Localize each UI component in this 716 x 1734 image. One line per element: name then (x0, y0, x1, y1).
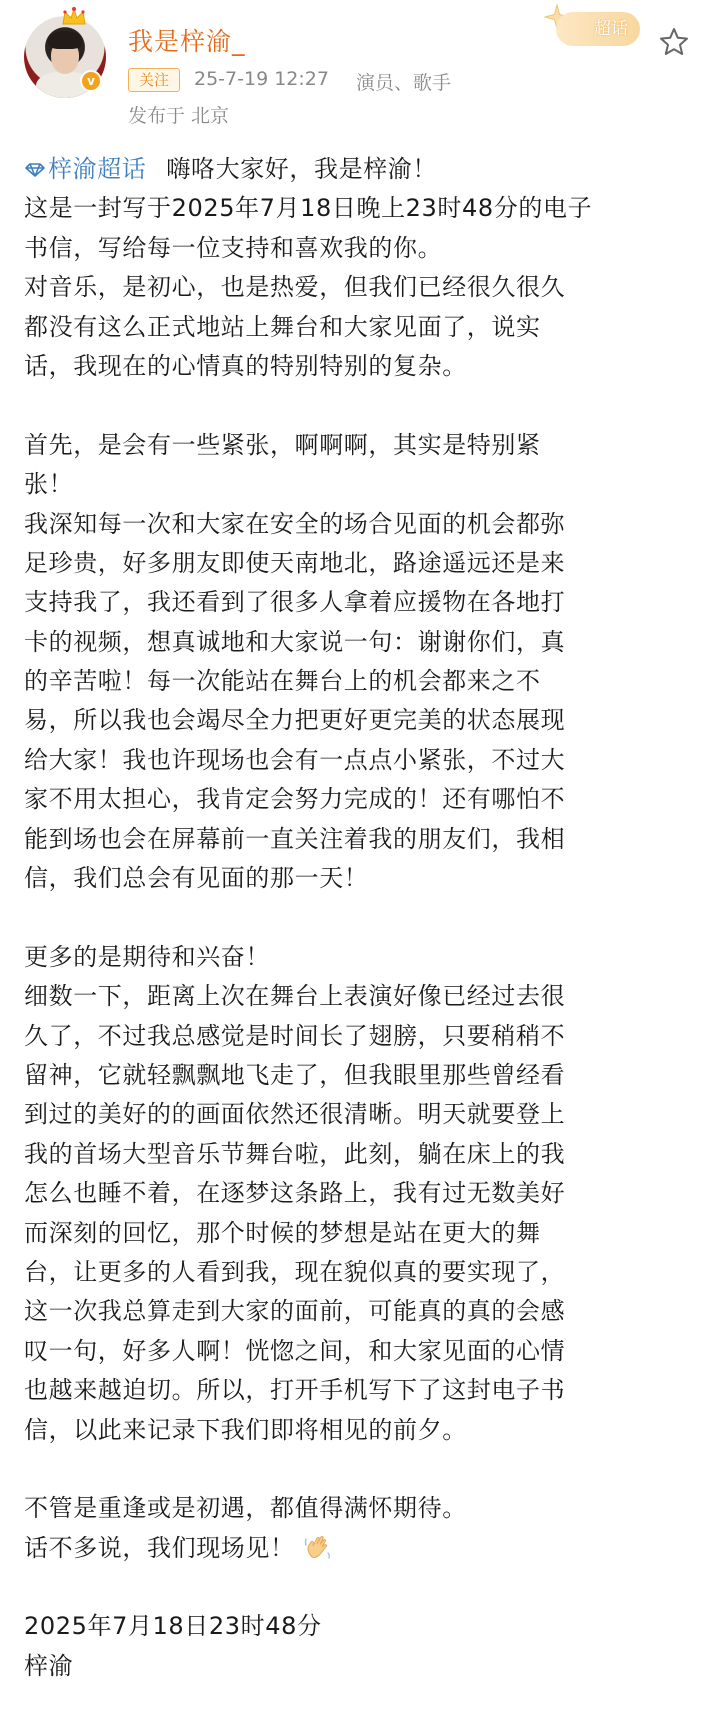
post-timestamp: 25-7-19 12:27 (194, 68, 329, 90)
post-line: 都没有这么正式地站上舞台和大家见面了，说实 (24, 312, 541, 341)
diamond-topic-icon (24, 162, 46, 178)
post-line-text: 嗨咯大家好，我是梓渝！ (166, 155, 438, 183)
avatar-hair (48, 31, 82, 49)
post-line: 给大家！我也许现场也会有一点点小紧张，不过大 (24, 745, 566, 774)
post-line: 留神，它就轻飘飘地飞走了，但我眼里那些曾经看 (24, 1060, 566, 1089)
paragraph-gap (24, 386, 704, 425)
post-line: 到过的美好的的画面依然还很清晰。明天就要登上 (24, 1100, 566, 1129)
post-line: 信，我们总会有见面的那一天！ (24, 864, 369, 893)
post-line: 的辛苦啦！每一次能站在舞台上的机会都来之不 (24, 667, 541, 696)
post-line-0 (24, 150, 704, 189)
post-line: 卡的视频，想真诚地和大家说一句：谢谢你们，真 (24, 627, 566, 656)
post-line: 家不用太担心，我肯定会努力完成的！还有哪怕不 (24, 785, 566, 814)
post-line: 也越来越迫切。所以，打开手机写下了这封电子书 (24, 1376, 566, 1405)
post-line: 足珍贵，好多朋友即使天南地北，路途遥远还是来 (24, 548, 566, 577)
post-line: 书信，写给每一位支持和喜欢我的你。 (24, 233, 443, 262)
post-location: 发布于 北京 (128, 105, 230, 127)
post-line: 细数一下，距离上次在舞台上表演好像已经过去很 (24, 982, 566, 1011)
verified-badge-icon: v (80, 70, 102, 92)
star-icon[interactable] (658, 26, 690, 58)
waving-hand-icon (303, 1532, 333, 1562)
paragraph-gap (24, 1568, 704, 1607)
post-line: 我深知每一次和大家在安全的场合见面的机会都弥 (24, 509, 566, 538)
follow-button[interactable]: 关注 (128, 68, 180, 92)
topic-link[interactable] (24, 155, 146, 183)
post-line: 话，我现在的心情真的特别特别的复杂。 (24, 351, 467, 380)
user-tags: 演员、歌手 (356, 72, 452, 94)
post-line: 更多的是期待和兴奋！ (24, 942, 270, 971)
post-line: 怎么也睡不着，在逐梦这条路上，我有过无数美好 (24, 1179, 566, 1208)
post-line: 能到场也会在屏幕前一直关注着我的朋友们，我相 (24, 824, 566, 853)
post-line: 而深刻的回忆，那个时候的梦想是站在更大的舞 (24, 1218, 541, 1247)
post-line: 张！ (24, 470, 74, 499)
post-signature-date: 2025年7月18日23时48分 (24, 1612, 322, 1641)
post-line: 不管是重逢或是初遇，都值得满怀期待。 (24, 1494, 467, 1523)
post-line: 信，以此来记录下我们即将相见的前夕。 (24, 1415, 467, 1444)
post-line: 久了，不过我总感觉是时间长了翅膀，只要稍稍不 (24, 1021, 566, 1050)
username[interactable]: 我是梓渝_ (128, 27, 246, 56)
post-line-text: 话不多说，我们现场见！ (24, 1533, 295, 1562)
post-body (24, 150, 704, 1686)
post-line: 叹一句，好多人啊！恍惚之间，和大家见面的心情 (24, 1336, 566, 1365)
post-line-with-emoji (24, 1529, 704, 1568)
post-line: 易，所以我也会竭尽全力把更好更完美的状态展现 (24, 706, 566, 735)
paragraph-gap (24, 1450, 704, 1489)
post-line: 台，让更多的人看到我，现在貌似真的要实现了， (24, 1257, 566, 1286)
post-line: 这是一封写于2025年7月18日晚上23时48分的电子 (24, 194, 593, 223)
post-line: 支持我了，我还看到了很多人拿着应援物在各地打 (24, 588, 566, 617)
post-signature-name: 梓渝 (24, 1651, 74, 1680)
supertopic-button[interactable]: 超话 (556, 12, 640, 46)
post-line: 首先，是会有一些紧张，啊啊啊，其实是特别紧 (24, 430, 541, 459)
paragraph-gap (24, 898, 704, 937)
topic-label: 梓渝超话 (48, 155, 147, 183)
crown-icon (60, 6, 88, 30)
post-line: 对音乐，是初心，也是热爱，但我们已经很久很久 (24, 273, 566, 302)
post-line: 我的首场大型音乐节舞台啦，此刻，躺在床上的我 (24, 1139, 566, 1168)
post-line: 这一次我总算走到大家的面前，可能真的真的会感 (24, 1297, 566, 1326)
